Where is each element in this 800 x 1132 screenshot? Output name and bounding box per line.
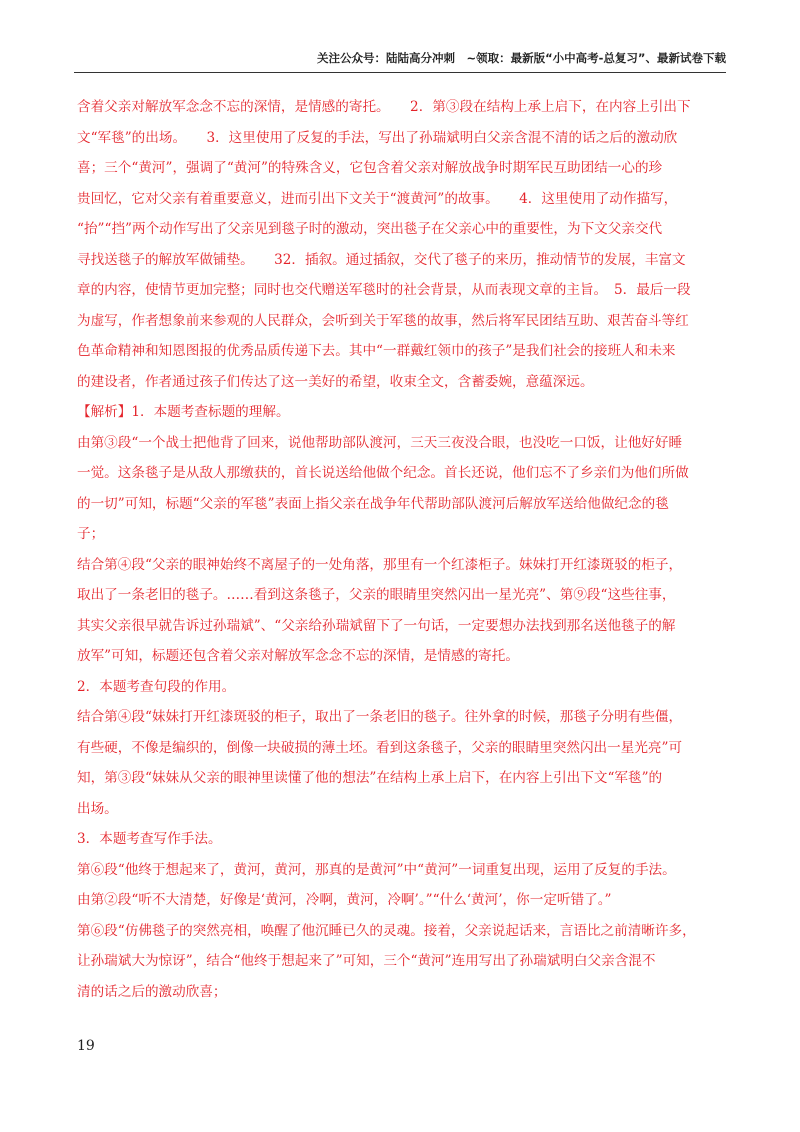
text-line: 章的内容，使情节更加完整；同时也交代赠送军毯时的社会背景，从而表现文章的主旨。 5．最后一段 (77, 282, 691, 298)
question-heading: 3．本题考查写作手法。 (77, 831, 222, 847)
text-line: 有些硬，不像是编织的，倒像一块破损的薄土坯。看到这条毯子，父亲的眼睛里突然闪出一星光亮”可 (77, 739, 683, 756)
header-divider (74, 72, 726, 73)
text-line: 结合第④段“妹妹打开红漆斑驳的柜子，取出了一条老旧的毯子。往外拿的时候，那毯子分明有些僵， (77, 709, 683, 725)
text-line: 寻找送毯子的解放军做铺垫。 32．插叙。通过插叙，交代了毯子的来历，推动情节的发展，丰富文 (77, 251, 686, 268)
text-line: 清的话之后的激动欣喜； (77, 983, 227, 1000)
analysis-heading: 【解析】1．本题考查标题的理解。 (77, 404, 290, 420)
text-line: 第⑥段“他终于想起来了，黄河，黄河，那真的是黄河”中“黄河”一词重复出现，运用了反复的手法。 (77, 861, 676, 878)
page-header: 关注公众号：陆陆高分冲刺 ~领取：最新版“小中高考-总复习”、最新试卷下载 (316, 51, 726, 65)
text-line: “抬”“挡”两个动作写出了父亲见到毯子时的激动，突出毯子在父亲心中的重要性，为下文父亲交代 (77, 221, 663, 237)
text-line: 第⑥段“仿佛毯子的突然亮相，唤醒了他沉睡已久的灵魂。接着，父亲说起话来，言语比之前清晰许多， (77, 922, 696, 939)
text-line: 取出了一条老旧的毯子。……看到这条毯子，父亲的眼睛里突然闪出一星光亮”、第⑨段“这些往事， (77, 587, 676, 603)
text-line: 文“军毯”的出场。 3．这里使用了反复的手法，写出了孙瑞斌明白父亲含混不清的话之后的激动欣 (77, 129, 678, 146)
text-line: 子； (77, 526, 105, 542)
text-line: 结合第④段“父亲的眼神始终不离屋子的一处角落，那里有一个红漆柜子。妹妹打开红漆斑驳的柜子， (77, 556, 683, 573)
text-line: 喜；三个“黄河”，强调了“黄河”的特殊含义，它包含着父亲对解放战争时期军民互助团结一心的珍 (77, 160, 663, 176)
text-line: 知，第③段“妹妹从父亲的眼神里读懂了他的想法”在结构上承上启下，在内容上引出下文“军毯”的 (77, 770, 663, 786)
text-line: 一觉。这条毯子是从敌人那缴获的，首长说送给他做个纪念。首长还说，他们忘不了乡亲们为他们所做 (77, 465, 689, 481)
text-line: 由第②段“听不大清楚，好像是‘黄河，冷啊，黄河，冷啊’。”“什么‘黄河’，你一定听错了。” (77, 892, 612, 908)
text-line: 色革命精神和知恩图报的优秀品质传递下去。其中“一群戴红领巾的孩子”是我们社会的接班人和未来 (77, 343, 676, 359)
page-number: 19 (77, 1038, 95, 1054)
text-line: 其实父亲很早就告诉过孙瑞斌”、“父亲给孙瑞斌留下了一句话，一定要想办法找到那名送他毯子的解 (77, 617, 676, 634)
text-line: 让孙瑞斌大为惊讶”，结合“他终于想起来了”可知，三个“黄河”连用写出了孙瑞斌明白父亲含混不 (77, 953, 656, 969)
text-line: 由第③段“一个战士把他背了回来，说他帮助部队渡河，三天三夜没合眼，也没吃一口饭，让他好好睡 (77, 434, 683, 451)
text-line: 为虚写，作者想象前来参观的人民群众，会听到关于军毯的故事，然后将军民团结互助、艰苦奋斗等红 (77, 312, 689, 329)
text-line: 贵回忆，它对父亲有着重要意义，进而引出下文关于“渡黄河”的故事。 4．这里使用了动作描写， (77, 190, 678, 207)
answer-explanation-text (77, 92, 727, 1007)
text-line: 出场。 (77, 800, 118, 817)
question-heading: 2．本题考查句段的作用。 (77, 678, 236, 695)
text-line: 的一切”可知，标题“父亲的军毯”表面上指父亲在战争年代帮助部队渡河后解放军送给他做纪念的毯 (77, 495, 669, 512)
text-line: 含着父亲对解放军念念不忘的深情，是情感的寄托。 2．第③段在结构上承上启下，在内容上引出下 (77, 99, 691, 115)
text-line: 的建设者，作者通过孩子们传达了这一美好的希望，收束全文，含蓄委婉，意蕴深远。 (77, 373, 594, 390)
text-line: 放军”可知，标题还包含着父亲对解放军念念不忘的深情，是情感的寄托。 (77, 648, 519, 664)
